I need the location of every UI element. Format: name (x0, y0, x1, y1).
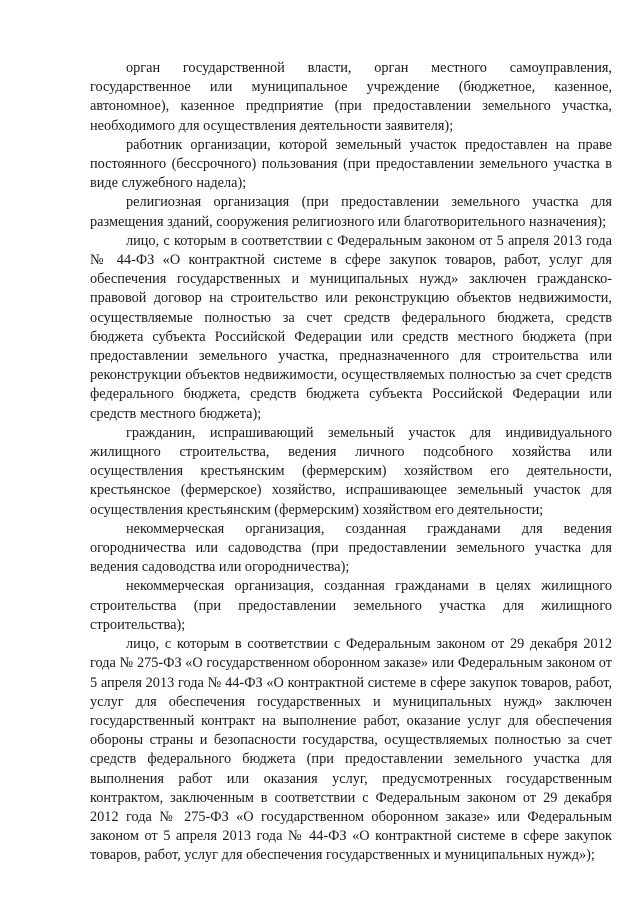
paragraph-religious-organization: религиозная организация (при предоставлении земельного участка для размещения зданий, сооружения религиозного или благотворительного назначения); (90, 194, 612, 230)
paragraph-housing-organization: некоммерческая организация, созданная гражданами в целях жилищного строительства (при предоставлении земельного участка для жилищного строительства); (90, 578, 612, 633)
document-body (90, 59, 612, 866)
paragraph-defense-contract: лицо, с которым в соответствии с Федеральным законом от 29 декабря 2012 года № 275-ФЗ «О государственном оборонном заказе» или Федеральным законом от 5 апреля 2013 года № 44-ФЗ «О контрактной системе в сфере закупок товаров, работ, услуг для обеспечения государственных и муниципальных нужд» заключен государственный контракт на выполнение работ, оказание услуг для обеспечения обороны страны и безопасности государства, осуществляемых полностью за счет средств федерального бюджета (при предоставлении земельного участка для выполнения работ или оказания услуг, предусмотренных государственным контрактом, заключенным в соответствии с Федеральным законом от 29 декабря 2012 года № 275-ФЗ «О государственном оборонном заказе» или Федеральным законом от 5 апреля 2013 года № 44-ФЗ «О контрактной системе в сфере закупок товаров, работ, услуг для обеспечения государственных и муниципальных нужд»); (90, 636, 612, 864)
paragraph-government-body: орган государственной власти, орган местного самоуправления, государственное или муниципальное учреждение (бюджетное, казенное, автономное), казенное предприятие (при предоставлении земельного участка, необходимого для осуществления деятельности заявителя); (90, 60, 612, 134)
paragraph-gardening-organization: некоммерческая организация, созданная гражданами для ведения огородничества или садоводства (при предоставлении земельного участка для ведения садоводства или огородничества); (90, 520, 612, 576)
paragraph-contract-construction: лицо, с которым в соответствии с Федеральным законом от 5 апреля 2013 года № 44-ФЗ «О контрактной системе в сфере закупок товаров, работ, услуг для обеспечения государственных и муниципальных нужд» заключен гражданско-правовой договор на строительство или реконструкцию объектов недвижимости, осуществляемые полностью за счет средств федерального бюджета, средств бюджета субъекта Российской Федерации или средств местного бюджета (при предоставлении земельного участка, предназначенного для строительства или реконструкции объектов недвижимости, осуществляемых полностью за счет средств федерального бюджета, средств бюджета субъекта Российской Федерации или средств местного бюджета); (90, 232, 612, 422)
paragraph-citizen-housing: гражданин, испрашивающий земельный участок для индивидуального жилищного строительства, ведения личного подсобного хозяйства или осуществления крестьянским (фермерским) хозяйством его деятельности, крестьянское (фермерское) хозяйство, испрашивающее земельный участок для осуществления крестьянским (фермерским) хозяйством его деятельности; (90, 424, 612, 518)
paragraph-organization-employee: работник организации, которой земельный участок предоставлен на праве постоянного (бессрочного) пользования (при предоставлении земельного участка в виде служебного надела); (90, 136, 612, 192)
